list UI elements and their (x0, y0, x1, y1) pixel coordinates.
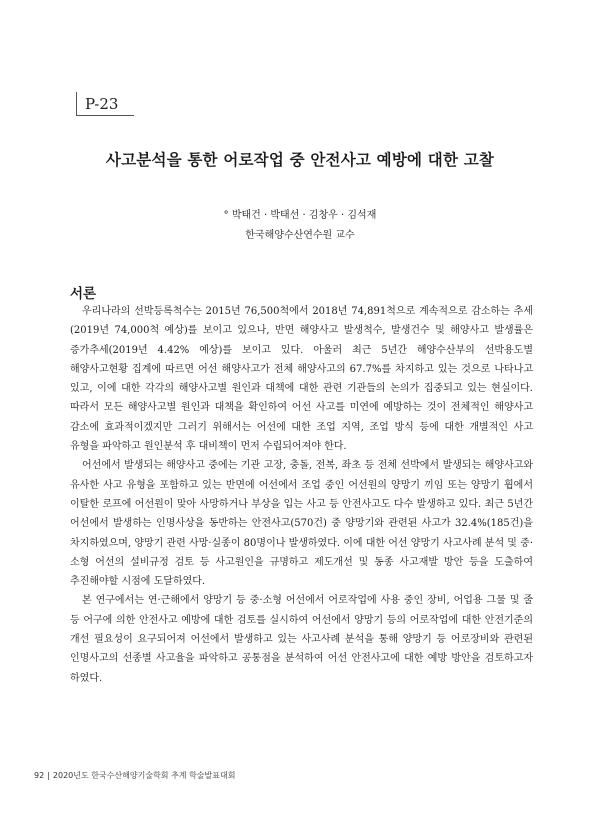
footer-separator: | (47, 771, 50, 780)
paper-id-tag: P-23 (76, 92, 134, 116)
author-list: ° 박태건 · 박태선 · 김창우 · 김석재 (223, 210, 377, 221)
paper-title: 사고분석을 통한 어로작업 중 안전사고 예방에 대한 고찰 (105, 150, 495, 169)
paragraph: 어선에서 발생되는 해양사고 중에는 기관 고장, 충돌, 전복, 좌초 등 전체 선박에서 발생되는 해양사고와 유사한 사고 유형을 포함하고 있는 반면에 어선에서 조업 중인 어선원의 양망기 끼임 또는 양망기 휩에서 이탈한 로프에 어선원이 맞아 사망하거나 부상을 입는 사고 등 안전사고도 다수 발생하고 있다. 최근 5년간 어선에서 발생하는 인명사상을 동반하는 안전사고(570건) 중 양망기와 관련된 사고가 32.4%(185건)을 차지하였으며, 양망기 관련 사망·실종이 80명이나 발생하였다. 이에 대한 어선 양망기 사고사례 분석 및 중·소형 어선의 설비규정 검토 등 사고원인을 규명하고 제도개선 및 동종 사고재발 방안 등을 도출하여 추진해야할 시점에 도달하였다. (70, 460, 533, 588)
conference-name: 2020년도 한국수산해양기술학회 추계 학술발표대회 (52, 771, 236, 780)
paragraph: 우리나라의 선박등록척수는 2015년 76,500척에서 2018년 74,891척으로 계속적으로 감소하는 추세(2019년 74,000척 예상)를 보이고 있으나, 반면 해양사고 발생척수, 발생건수 및 해양사고 발생률은 증가추세(2019년 4.42% 예상)를 보이고 있다. 아울러 최근 5년간 해양수산부의 선박용도별 해양사고현황 집계에 따르면 어선 해양사고가 전체 해양사고의 67.7%를 차지하고 있는 것으로 나타나고 있고, 이에 대한 각각의 해양사고별 원인과 대책에 대한 관련 기관들의 논의가 집중되고 있는 현실이다. 따라서 모든 해양사고별 원인과 대책을 확인하여 어선 사고를 미연에 예방하는 것이 전체적인 해양사고 감소에 효과적이겠지만 그러기 위해서는 어선에 대한 조업 지역, 조업 방식 등에 대한 개별적인 사고 유형을 파악하고 원인분석 후 대비책이 먼저 수립되어져야 한다. (70, 306, 533, 453)
author-affiliation: 한국해양수산연수원 교수 (245, 230, 355, 241)
section-heading-introduction: 서론 (70, 286, 97, 302)
page-footer (34, 770, 235, 781)
body-text (70, 302, 533, 688)
page-number: 92 (34, 771, 45, 780)
paragraph: 본 연구에서는 연·근해에서 양망기 등 중·소형 어선에서 어로작업에 사용 중인 장비, 어업용 그물 및 줄 등 어구에 의한 안전사고 예방에 대한 검토를 실시하여 어선에서 양망기 등의 어로작업에 대한 안전기준의 개선 필요성이 요구되어져 어선에서 발생하고 있는 사고사례 분석을 통해 양망기 등 어로장비와 관련된 인명사고의 선종별 사고율을 파악하고 공통점을 분석하여 어선 안전사고에 대한 예방 방안을 검토하고자 하였다. (70, 595, 533, 684)
